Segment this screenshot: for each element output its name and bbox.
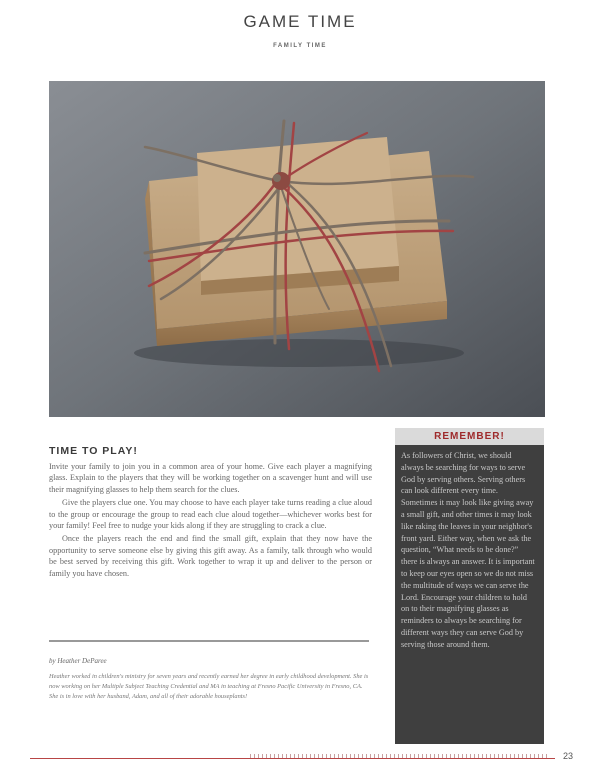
article-title: TIME TO PLAY! xyxy=(49,445,138,457)
gift-boxes-photo xyxy=(49,81,545,417)
footer-rule xyxy=(30,758,555,759)
article-paragraph: Invite your family to join you in a common area of your home. Give each player a magnifying glass. Explain to the players that they will be working together on a scavenger hunt and will use their magnifying glasses to help them search for the clues. xyxy=(49,462,372,494)
sidebar-text: As followers of Christ, we should always be searching for ways to serve God by serving others. Serving others can look different every time. Sometimes it may look like giving away a small gift, and other times it may look like raking the leaves in your neighbor's front yard. Either way, when we ask the question, “What needs to be done?” there is always an answer. It is important to keep our eyes open so we do not miss the multitude of ways we can serve the Lord. Encourage your children to hold on to their magnifying glasses as reminders to always be searching for different ways they can serve God by serving those around them. xyxy=(395,445,544,744)
page-title: GAME TIME xyxy=(243,12,357,31)
section-label: FAMILY TIME xyxy=(273,43,327,49)
author-bio: Heather worked in children's ministry for seven years and recently earned her degree in early childhood development. She is now working on her Multiple Subject Teaching Credential and MA in teaching at Fresno Pacific University in Fresno, CA. She is in love with her husband, Adam, and all of their adorable houseplants! xyxy=(49,673,369,701)
sidebar-title: REMEMBER! xyxy=(395,428,544,445)
page-number: 23 xyxy=(563,751,574,761)
article-body xyxy=(49,461,372,581)
author-byline: by Heather DeParee xyxy=(49,657,107,665)
divider xyxy=(49,640,369,642)
article-paragraph: Once the players reach the end and find the small gift, explain that they now have the opportunity to serve someone else by giving this gift away. As a family, talk through who would be best served by receiving this gift. Work together to wrap it up and deliver to the person or family you have chosen. xyxy=(49,534,372,578)
article-paragraph: Give the players clue one. You may choose to have each player take turns reading a clue aloud to the group or encourage the group to read each clue aloud together—whichever works best for your family! Feel free to nudge your kids along if they are struggling to crack a clue. xyxy=(49,498,372,531)
